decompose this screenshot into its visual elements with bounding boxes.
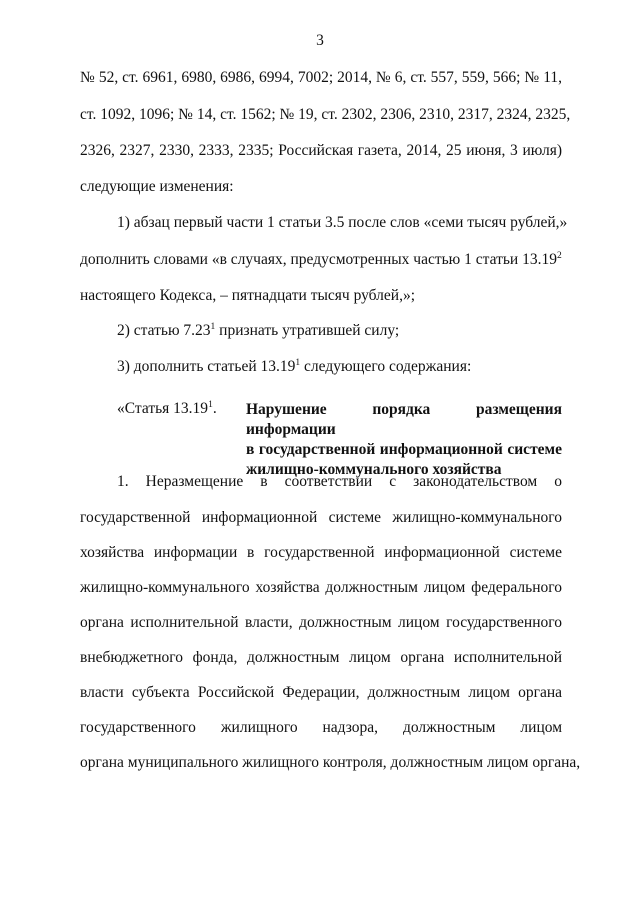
item1-line-1: 1) абзац первый части 1 статьи 3.5 после слов «семи тысяч рублей,»: [117, 214, 568, 231]
item3-text-a: 3) дополнить статьей 13.19: [117, 358, 296, 375]
paragraph1-line-1: 1. Неразмещение в соответствии с законодательством о: [117, 473, 562, 490]
article-title: [246, 400, 562, 480]
article-label-dot: .: [212, 400, 217, 417]
article-title-line-3: жилищно-коммунального хозяйства: [246, 461, 502, 478]
paragraph1-line-4: жилищно-коммунального хозяйства должностным лицом федерального: [80, 579, 562, 596]
paragraph1-line-5: органа исполнительной власти, должностным лицом государственного: [80, 614, 562, 631]
page-number: 3: [316, 32, 324, 49]
item1-line-2: [80, 250, 562, 270]
item2-text-a: 2) статью 7.23: [117, 322, 211, 339]
paragraph1-line-6: внебюджетного фонда, должностным лицом органа исполнительной: [80, 649, 562, 666]
paragraph1-line-8: государственного жилищного надзора, должностным лицом: [80, 719, 562, 736]
item2-superscript: 1: [210, 321, 216, 332]
item3-superscript: 1: [295, 357, 301, 368]
article-label-superscript: 1: [208, 399, 213, 410]
article-title-line-2: в государственной информационной системе: [246, 441, 562, 458]
intro-line-1: № 52, ст. 6961, 6980, 6986, 6994, 7002; 2014, № 6, ст. 557, 559, 566; № 11,: [80, 69, 562, 86]
item1-line-2-text: дополнить словами «в случаях, предусмотренных частью 1 статьи 13.19: [80, 251, 557, 268]
paragraph1-line-2: государственной информационной системе жилищно-коммунального: [80, 509, 562, 526]
intro-line-4: следующие изменения:: [80, 178, 234, 195]
article-label-text: «Статья 13.19: [117, 400, 209, 417]
item1-superscript: 2: [556, 250, 562, 261]
item2-line: [117, 321, 399, 341]
article-title-line-1: Нарушение порядка размещения информации: [246, 401, 562, 438]
paragraph1-line-3: хозяйства информации в государственной информационной системе: [80, 544, 562, 561]
item2-text-b: признать утратившей силу;: [215, 322, 400, 339]
item1-line-3: настоящего Кодекса, – пятнадцати тысяч рублей,»;: [80, 287, 415, 304]
intro-line-3: 2326, 2327, 2330, 2333, 2335; Российская газета, 2014, 25 июня, 3 июля): [80, 142, 562, 159]
paragraph1-line-7: власти субъекта Российской Федерации, должностным лицом органа: [80, 684, 562, 701]
paragraph1-line-9: органа муниципального жилищного контроля, должностным лицом органа,: [80, 754, 581, 771]
intro-line-2: ст. 1092, 1096; № 14, ст. 1562; № 19, ст. 2302, 2306, 2310, 2317, 2324, 2325,: [80, 106, 571, 123]
item3-line: [117, 357, 471, 377]
item3-text-b: следующего содержания:: [300, 358, 472, 375]
article-label: [117, 400, 217, 418]
